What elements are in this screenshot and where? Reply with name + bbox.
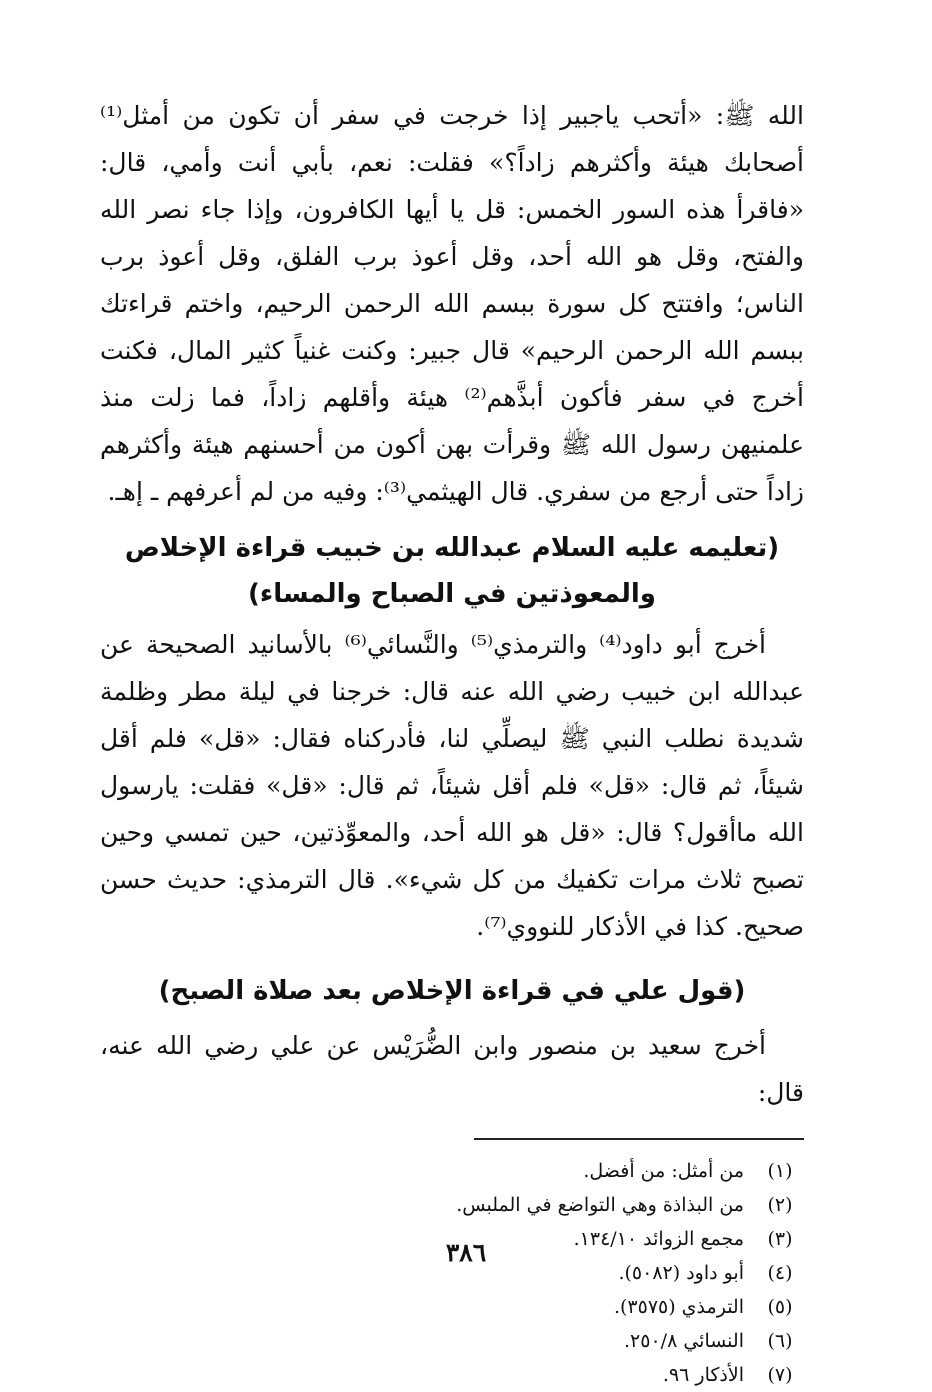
paragraph-ali-intro: أخرج سعيد بن منصور وابن الضُّرَيْس عن علي رضي الله عنه، قال: [100,1031,804,1107]
footnote-number: (٧) [767,1364,793,1386]
footnote-number: (٦) [767,1330,793,1352]
page-number: ٣٨٦ [445,1238,487,1267]
footnote-number: (١) [767,1160,793,1182]
footnote-item [100,1290,804,1324]
footnote-text: أبو داود (٥٠٨٢). [618,1262,744,1284]
footnote-number: (٤) [767,1262,793,1284]
footnote-text: الأذكار ٩٦. [662,1364,744,1386]
footnote-separator [474,1138,804,1140]
book-page [100,80,804,1386]
footnote-text: من البذاذة وهي التواضع في الملبس. [456,1194,744,1216]
footnote-item [100,1358,804,1392]
footnote-item [100,1324,804,1358]
footnote-text: مجمع الزوائد ١٣٤/١٠. [573,1228,744,1250]
footnote-number: (٣) [767,1228,793,1250]
footnote-number: (٢) [767,1194,793,1216]
footnote-text: من أمثل: من أفضل. [583,1160,744,1182]
footnote-number: (٥) [767,1296,793,1318]
footnote-text: النسائي ٢٥٠/٨. [624,1330,744,1352]
paragraph-hadith-jubair: الله ﷺ: «أتحب ياجبير إذا خرجت في سفر أن تكون من أمثل⁽¹⁾ أصحابك هيئة وأكثرهم زاداً؟» فقلت: نعم، بأبي أنت وأمي، قال: «فاقرأ هذه السور الخمس: قل يا أيها الكافرون، وإذا جاء نصر الله والفتح، وقل هو الله أحد، وقل أعوذ برب الفلق، وقل أعوذ برب الناس؛ وافتتح كل سورة ببسم الله الرحمن الرحيم، واختم قراءتك ببسم الله الرحمن الرحيم» قال جبير: وكنت غنياً كثير المال، فكنت أخرج في سفر فأكون أبذَّهم⁽²⁾ هيئة وأقلهم زاداً، فما زلت منذ علمنيهن رسول الله ﷺ وقرأت بهن أكون من أحسنهم هيئة وأكثرهم زاداً حتى أرجع من سفري. قال الهيثمي⁽³⁾: وفيه من لم أعرفهم ـ إهـ. [100,101,804,506]
paragraph-hadith-khubaib: أخرج أبو داود⁽⁴⁾ والترمذي⁽⁵⁾ والنَّسائي⁽⁶⁾ بالأسانيد الصحيحة عن عبدالله ابن خبيب رضي الله عنه قال: خرجنا في ليلة مطر وظلمة شديدة نطلب النبي ﷺ ليصلِّي لنا، فأدركناه فقال: «قل» فلم أقل شيئاً، ثم قال: «قل» فلم أقل شيئاً، ثم قال: «قل» فقلت: يارسول الله ماأقول؟ قال: «قل هو الله أحد، والمعوِّذتين، حين تمسي وحين تصبح ثلاث مرات تكفيك من كل شيء». قال الترمذي: حديث حسن صحيح. كذا في الأذكار للنووي⁽⁷⁾. [100,630,804,941]
section-heading-abdullah-khubaib: (تعليمه عليه السلام عبدالله بن خبيب قراءة الإخلاص والمعوذتين في الصباح والمساء) [124,533,780,609]
footnote-item [100,1188,804,1222]
footnotes-list [100,1154,804,1392]
footnote-text: الترمذي (٣٥٧٥). [613,1296,744,1318]
section-heading-ali: (قول علي في قراءة الإخلاص بعد صلاة الصبح) [158,976,746,1006]
footnote-item [100,1154,804,1188]
